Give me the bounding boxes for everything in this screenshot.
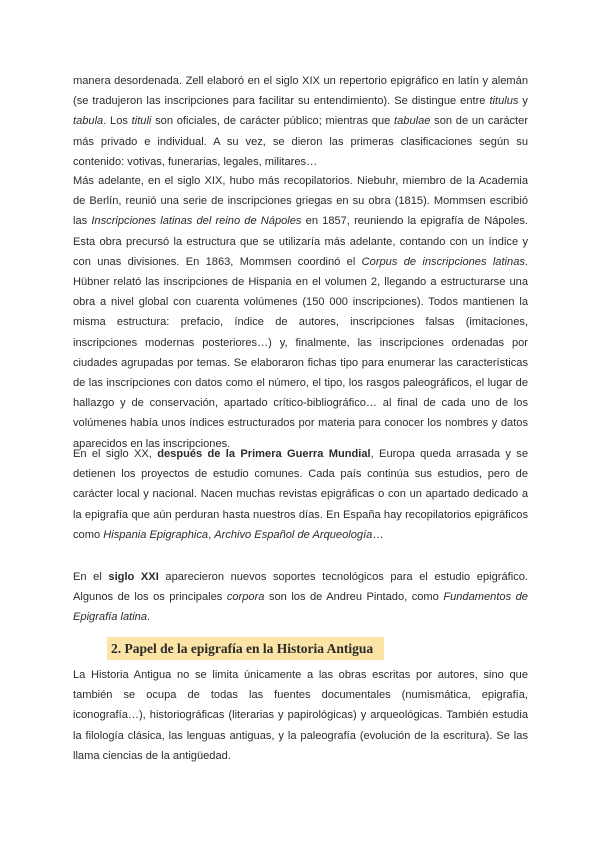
italic-term-corpora: corpora (226, 591, 265, 604)
paragraph-zell-repertorio (73, 71, 528, 172)
text-run: son los de Andreu Pintado, como (264, 591, 444, 604)
text-run: manera desordenada. Zell elaboró en el siglo XIX un repertorio epigráfico en latín y alemán (se tradujeron las inscripciones para facilitar su entendimiento). Se distingue entre (73, 75, 528, 108)
italic-title-fundamentos: Fundamentos de Epigrafía latina (73, 591, 528, 624)
italic-term-titulus: titulus (489, 95, 519, 108)
section-heading: 2. Papel de la epigrafía en la Historia Antigua (111, 641, 374, 656)
italic-title-inscripciones-napoles: Inscripciones latinas del reino de Nápoles (91, 215, 302, 228)
text-run: son oficiales, de carácter público; mientras que (151, 115, 395, 128)
text-run: , Europa queda arrasada y se detienen los proyectos de estudio comunes. Cada país continúa sus estudios, pero de carácter local y nacional. Nacen muchas revistas epigráficas o con un apartado dedicado a la epigrafía que aún perduran hasta nuestros días. En España hay recopilatorios epigráficos como (73, 448, 529, 541)
paragraph-siglo-xx (73, 444, 528, 545)
text-run: y (518, 95, 528, 108)
text-run: son de un carácter más privado e individual. A su vez, se dieron las primeras clasificaciones según su contenido: votivas, funerarias, legales, militares… (73, 115, 529, 168)
text-run: La Historia Antigua no se limita únicamente a las obras escritas por autores, sino que también se ocupa de todas las fuentes documentales (numismática, epigrafía, iconografía…), historiográficas (literarias y papirológicas) y arqueológicas. También estudia la filología clásica, las lenguas antiguas, y la paleografía (evolución de la escritura). Se las llama ciencias de la antigüedad. (73, 669, 528, 762)
text-run: . (147, 611, 151, 624)
italic-title-archivo-espanol: Archivo Español de Arqueología (214, 528, 373, 541)
section-heading-highlight (107, 637, 384, 660)
italic-title-corpus: Corpus de inscripciones latinas (361, 255, 525, 268)
text-run: En el siglo XX, (73, 448, 158, 460)
bold-phrase-primera-guerra: después de la Primera Guerra Mundial (157, 448, 371, 460)
italic-title-hispania-epigraphica: Hispania Epigraphica (103, 528, 209, 541)
paragraph-siglo-xix-recopilatorios (73, 171, 528, 454)
text-run: En el (73, 571, 109, 583)
text-run: , (208, 528, 215, 541)
italic-term-tituli: tituli (131, 115, 152, 128)
text-run: … (372, 528, 384, 541)
italic-term-tabula: tabula (73, 115, 104, 128)
italic-term-tabulae: tabulae (394, 115, 431, 128)
paragraph-siglo-xxi (73, 567, 528, 628)
text-run: . Los (103, 115, 132, 128)
text-run: . Hübner relató las inscripciones de Hispania en el volumen 2, llegando a estructurarse una obra a nivel global con cuarenta volúmenes (150 000 inscripciones). Todos mantienen la misma estructura: prefacio, índice de autores, inscripciones falsas (imitaciones, inscripciones modernas posteriores…) y, finalmente, las inscripciones ordenadas por ciudades agrupadas por temas. Se elaboraron fichas tipo para enumerar las características de las inscripciones con datos como el número, el tipo, los rasgos paleográficos, el lugar de hallazgo y de conservación, apartado crítico-bibliográfico… al final de cada uno de los volúmenes había unos índices estructurados por materia para conocer los nombres y datos aparecidos en las inscripciones. (73, 255, 529, 450)
text-run: en 1857, reuniendo la epigrafía de Nápoles. Esta obra precursó la estructura que se utilizaría más adelante, contando con un índice y con unas divisiones. En 1863, Mommsen coordinó el (73, 215, 528, 268)
text-run: Más adelante, en el siglo XIX, hubo más recopilatorios. Niebuhr, miembro de la Academia de Berlín, reunió una serie de inscripciones griegas en su obra (1815). Mommsen escribió las (73, 175, 528, 228)
bold-phrase-siglo-xxi: siglo XXI (108, 571, 159, 583)
paragraph-historia-antigua (73, 665, 528, 766)
text-run: aparecieron nuevos soportes tecnológicos para el estudio epigráfico. Algunos de los os principales (73, 571, 528, 604)
